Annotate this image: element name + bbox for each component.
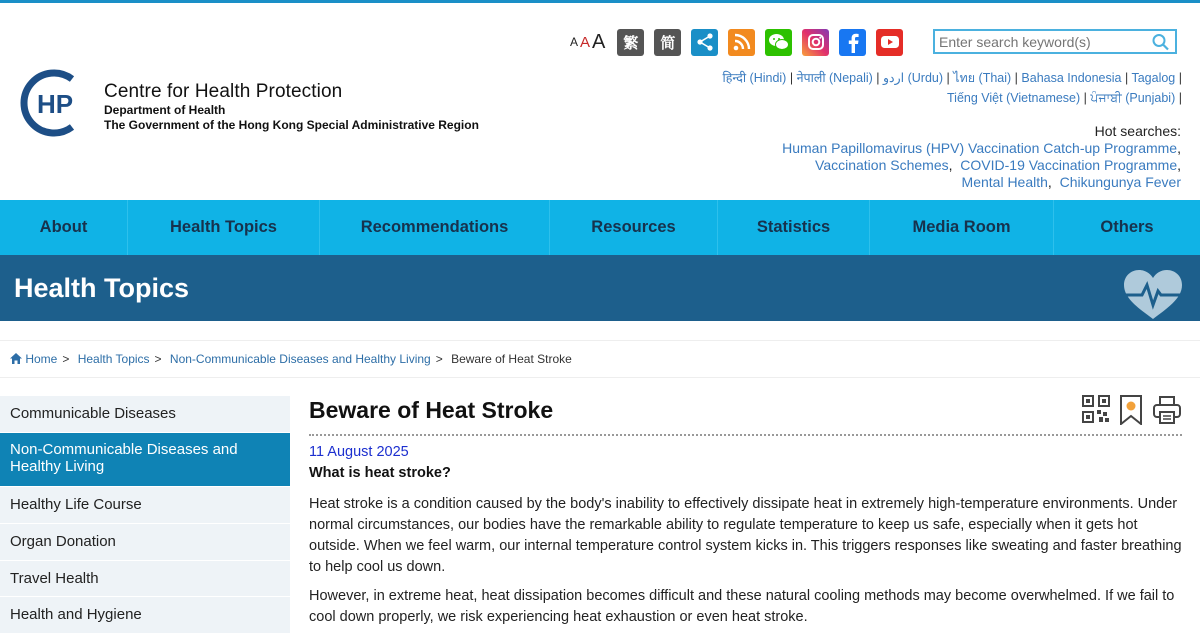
- breadcrumb-home[interactable]: Home: [25, 352, 58, 366]
- youtube-icon[interactable]: [876, 29, 903, 56]
- article-tools: [1073, 395, 1182, 430]
- breadcrumb-separator: >: [435, 352, 443, 366]
- chp-logo[interactable]: [20, 67, 90, 139]
- section-banner: [0, 255, 1200, 321]
- hot-search-link[interactable]: Chikungunya Fever: [1059, 174, 1181, 190]
- font-size-large-button[interactable]: A: [592, 31, 606, 53]
- title-divider: [309, 434, 1182, 436]
- nav-item-resources[interactable]: Resources: [550, 200, 718, 255]
- breadcrumb-ncd[interactable]: Non-Communicable Diseases and Healthy Living: [169, 352, 431, 366]
- hot-search-link[interactable]: Mental Health: [961, 174, 1048, 190]
- sidebar-item-healthy-life-course[interactable]: Healthy Life Course: [0, 487, 290, 524]
- breadcrumb-separator: >: [62, 352, 70, 366]
- lang-hindi-link[interactable]: हिन्दी (Hindi): [722, 71, 787, 85]
- site-header: [0, 3, 1200, 200]
- hot-search-link[interactable]: Vaccination Schemes: [815, 157, 949, 173]
- utility-toolbar: [570, 27, 913, 57]
- article-paragraph: Heat stroke is a condition caused by the body's inability to effectively dissipate heat in extremely high-temperature environments. Under normal circumstances, our bodies have the remarkable ability to regulate temperature to keep us safe, especially when it gets hot outside. When we feel warm, our internal temperature control system kicks in. This triggers responses like sweating and faster breathing to help cool us down.: [309, 496, 1182, 575]
- svg-text:HP: HP: [37, 89, 74, 119]
- department-name: Department of Health: [104, 103, 226, 117]
- bookmark-icon[interactable]: [1119, 395, 1143, 430]
- lang-vietnamese-link[interactable]: Tiếng Việt (Vietnamese): [947, 91, 1081, 105]
- traditional-chinese-button[interactable]: 繁: [617, 29, 644, 56]
- sidebar-item-organ-donation[interactable]: Organ Donation: [0, 524, 290, 561]
- nav-item-about[interactable]: About: [0, 200, 128, 255]
- lang-punjabi-link[interactable]: ਪੰਜਾਬੀ (Punjabi): [1090, 91, 1176, 105]
- font-size-small-button[interactable]: A: [570, 35, 579, 49]
- hot-searches-title: Hot searches:: [1094, 123, 1181, 139]
- search-input[interactable]: [935, 31, 1145, 52]
- hot-search-link[interactable]: COVID-19 Vaccination Programme: [960, 157, 1178, 173]
- sidebar-item-communicable-diseases[interactable]: Communicable Diseases: [0, 396, 290, 433]
- nav-item-others[interactable]: Others: [1100, 218, 1154, 236]
- article-paragraph: However, in extreme heat, heat dissipation becomes difficult and these natural cooling methods may become overwhelmed. If we fail to cool down properly, we risk experiencing heat exhaustion or even heat stroke.: [309, 588, 1175, 625]
- print-icon[interactable]: [1152, 395, 1182, 430]
- lang-tagalog-link[interactable]: Tagalog: [1131, 71, 1176, 85]
- sidebar-item-health-and-hygiene[interactable]: Health and Hygiene: [0, 597, 290, 634]
- org-name: Centre for Health Protection: [104, 81, 343, 102]
- article-date: 11 August 2025: [309, 444, 409, 460]
- rss-icon[interactable]: [728, 29, 755, 56]
- article-subheading: What is heat stroke?: [309, 465, 451, 481]
- lang-urdu-link[interactable]: اردو (Urdu): [883, 71, 944, 85]
- sidebar-item-travel-health[interactable]: Travel Health: [0, 561, 290, 597]
- main-nav: [0, 200, 1200, 255]
- home-icon[interactable]: [10, 353, 22, 364]
- article-title: Beware of Heat Stroke: [309, 397, 554, 423]
- lang-nepali-link[interactable]: नेपाली (Nepali): [796, 71, 873, 85]
- breadcrumb: [0, 340, 1200, 378]
- qr-code-icon[interactable]: [1082, 395, 1110, 430]
- section-title: Health Topics: [14, 273, 190, 303]
- instagram-icon[interactable]: [802, 29, 829, 56]
- language-links-row-1: हिन्दी (Hindi) | नेपाली (Nepali) | اردو (Urdu) | ไทย (Thai) | Bahasa Indonesia | Tagalog |: [722, 71, 1182, 85]
- search-box: [933, 29, 1177, 54]
- font-size-medium-button[interactable]: A: [580, 33, 591, 51]
- hot-search-link[interactable]: Human Papillomavirus (HPV) Vaccination Catch-up Programme: [782, 140, 1178, 156]
- hot-searches: Hot searches: Human Papillomavirus (HPV) Vaccination Catch-up Programme, Vaccination Schemes, COVID-19 Vaccination Programme, Mental Health, Chikungunya Fever: [581, 123, 1181, 191]
- sidebar-menu: [0, 396, 290, 634]
- brand-block: [104, 81, 479, 133]
- heartbeat-icon: [1120, 269, 1186, 321]
- facebook-icon[interactable]: [839, 29, 866, 56]
- wechat-icon[interactable]: [765, 29, 792, 56]
- nav-item-health-topics[interactable]: Health Topics: [128, 200, 320, 255]
- sidebar-item-non-communicable-diseases[interactable]: Non-Communicable Diseases and Healthy Living: [0, 433, 290, 487]
- nav-item-recommendations[interactable]: Recommendations: [320, 200, 550, 255]
- breadcrumb-health-topics[interactable]: Health Topics: [77, 352, 150, 366]
- lang-indonesian-link[interactable]: Bahasa Indonesia: [1021, 71, 1122, 85]
- breadcrumb-separator: >: [154, 352, 162, 366]
- lang-thai-link[interactable]: ไทย (Thai): [953, 71, 1012, 85]
- breadcrumb-current: Beware of Heat Stroke: [451, 352, 572, 366]
- nav-item-media-room[interactable]: Media Room: [870, 200, 1054, 255]
- language-links-row-2: Tiếng Việt (Vietnamese) | ਪੰਜਾਬੀ (Punjabi) |: [947, 91, 1182, 105]
- government-name: The Government of the Hong Kong Special Administrative Region: [104, 118, 479, 132]
- simplified-chinese-button[interactable]: 简: [654, 29, 681, 56]
- nav-item-statistics[interactable]: Statistics: [718, 200, 870, 255]
- share-icon[interactable]: [691, 29, 718, 56]
- article: [309, 393, 1182, 636]
- search-icon[interactable]: [1151, 33, 1171, 51]
